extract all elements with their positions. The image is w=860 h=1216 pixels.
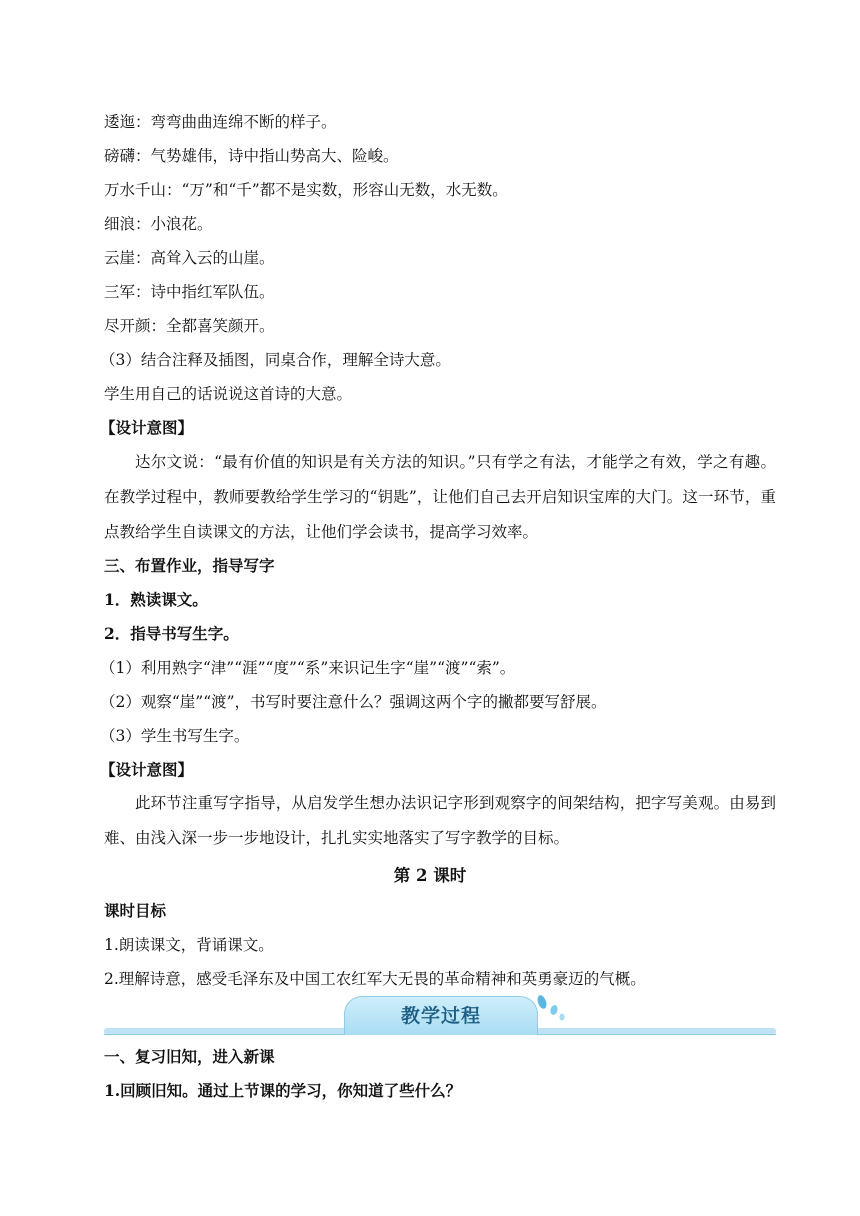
- water-drops-icon: [532, 990, 572, 1024]
- step-3: （3）结合注释及插图，同桌合作，理解全诗大意。: [100, 351, 451, 369]
- writing-step-2: （2）观察“崖”“渡”，书写时要注意什么？强调这两个字的撇都要写舒展。: [100, 693, 607, 711]
- annotation-yunya: 云崖：高耸入云的山崖。: [104, 249, 275, 267]
- design-intent-heading: 【设计意图】: [100, 418, 194, 437]
- design-intent-paragraph: 此环节注重写字指导，从启发学生想办法识记字形到观察字的间架结构，把字写美观。由易到难、由浅入深一步一步地设计，扎扎实实地落实了写字教学的目标。: [104, 794, 776, 847]
- section-3-item-2: 2．指导书写生字。: [104, 624, 239, 643]
- teaching-process-banner: [104, 990, 776, 1040]
- annotation-bangbo: 磅礴：气势雄伟，诗中指山势高大、险峻。: [104, 147, 399, 165]
- lesson-goals-heading: 课时目标: [104, 901, 167, 920]
- writing-step-1: （1）利用熟字“津”“涯”“度”“系”来识记生字“崖”“渡”“索”。: [100, 659, 516, 677]
- section-3-title: 三、布置作业，指导写字: [104, 556, 275, 575]
- banner-label: 教学过程: [400, 1005, 481, 1027]
- lesson-goal-1: 1.朗读课文，背诵课文。: [104, 936, 274, 954]
- lesson-2-title: 第 2 课时: [393, 866, 467, 885]
- step-3-note: 学生用自己的话说说这首诗的大意。: [104, 385, 353, 403]
- design-intent-paragraph: 达尔文说：“最有价值的知识是有关方法的知识。”只有学之有法，才能学之有效，学之有趣。在教学过程中，教师要教给学生学习的“钥匙”，让他们自己去开启知识宝库的大门。这一环节，重点教给学生自读课文的方法，让他们学会读书，提高学习效率。: [104, 453, 776, 541]
- part-1-item-1: 1.回顾旧知。通过上节课的学习，你知道了些什么？: [104, 1081, 462, 1100]
- annotation-wanshuiqianshan: 万水千山：“万”和“千”都不是实数，形容山无数，水无数。: [104, 181, 508, 199]
- annotation-weiyi: 逶迤：弯弯曲曲连绵不断的样子。: [104, 113, 337, 131]
- writing-step-3: （3）学生书写生字。: [100, 727, 250, 745]
- annotation-xilang: 细浪：小浪花。: [104, 215, 213, 233]
- section-3-item-1: 1．熟读课文。: [104, 590, 208, 609]
- part-1-title: 一、复习旧知，进入新课: [104, 1047, 275, 1066]
- design-intent-heading: 【设计意图】: [100, 760, 194, 779]
- banner-tab: [344, 996, 538, 1035]
- lesson-goal-2: 2.理解诗意，感受毛泽东及中国工农红军大无畏的革命精神和英勇豪迈的气概。: [104, 970, 646, 988]
- annotation-sanjun: 三军：诗中指红军队伍。: [104, 283, 275, 301]
- annotation-jinkaiyan: 尽开颜：全都喜笑颜开。: [104, 317, 275, 335]
